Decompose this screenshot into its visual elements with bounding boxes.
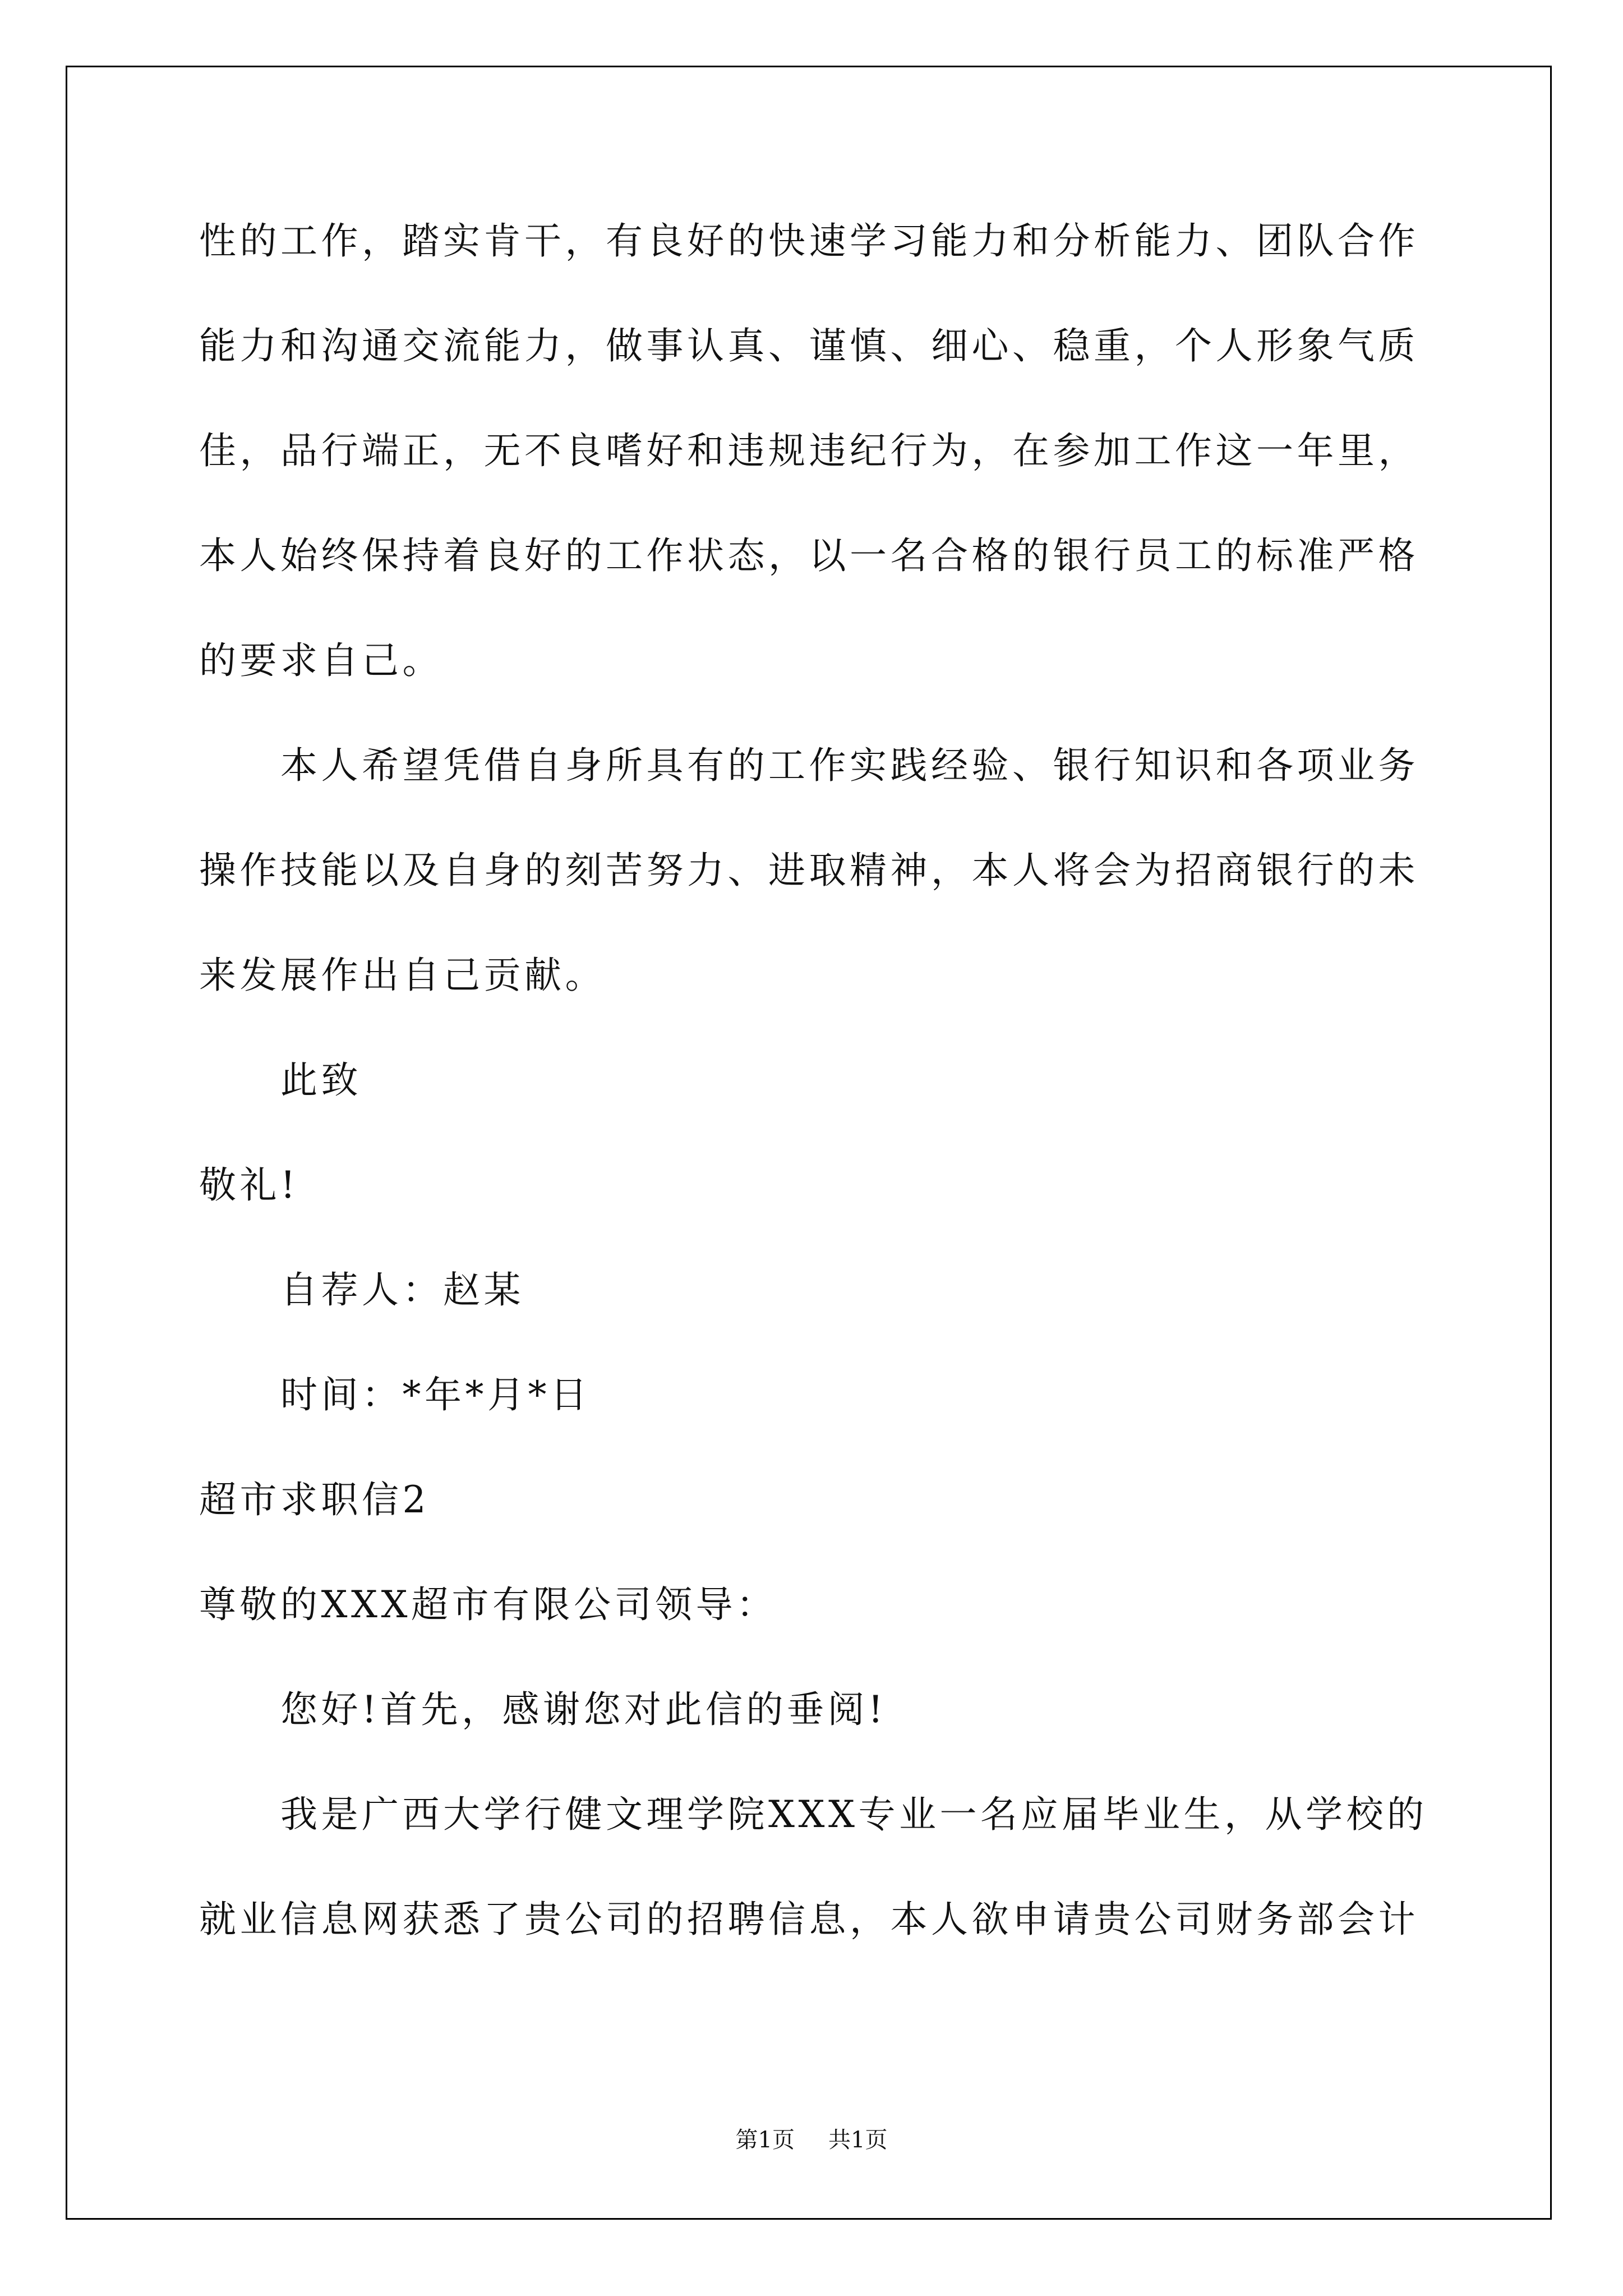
text-line-16: 我是广西大学行健文理学院XXX专业一名应届毕业生，从学校的 [280, 1793, 1428, 1836]
text-line-7: 操作技能以及自身的刻苦努力、进取精神，本人将会为招商银行的未 [199, 849, 1419, 892]
text-line-4: 本人始终保持着良好的工作状态，以一名合格的银行员工的标准严格 [199, 534, 1419, 577]
document-body [199, 213, 1428, 1996]
text-line-1: 性的工作，踏实肯干，有良好的快速学习能力和分析能力、团队合作 [199, 219, 1419, 263]
signature-line: 自荐人：赵某 [280, 1268, 524, 1312]
text-line-5: 的要求自己。 [199, 639, 443, 682]
text-line-15: 您好!首先，感谢您对此信的垂阅! [280, 1688, 887, 1731]
closing-regards: 敬礼! [199, 1163, 299, 1207]
text-line-17: 就业信息网获悉了贵公司的招聘信息，本人欲申请贵公司财务部会计 [199, 1898, 1419, 1941]
text-line-3: 佳，品行端正，无不良嗜好和违规违纪行为，在参加工作这一年里， [199, 429, 1419, 472]
page-number-current: 第1页 [735, 2127, 795, 2153]
section-title: 超市求职信2 [199, 1478, 430, 1521]
page-footer [0, 2126, 1623, 2154]
letter-greeting: 尊敬的XXX超市有限公司领导： [199, 1583, 777, 1626]
text-line-2: 能力和沟通交流能力，做事认真、谨慎、细心、稳重，个人形象气质 [199, 324, 1419, 367]
text-line-8: 来发展作出自己贡献。 [199, 954, 606, 997]
date-line: 时间：*年*月*日 [280, 1373, 591, 1416]
closing-salutation: 此致 [280, 1059, 362, 1102]
text-line-6: 本人希望凭借自身所具有的工作实践经验、银行知识和各项业务 [280, 744, 1419, 787]
page-number-total: 共1页 [828, 2127, 888, 2153]
